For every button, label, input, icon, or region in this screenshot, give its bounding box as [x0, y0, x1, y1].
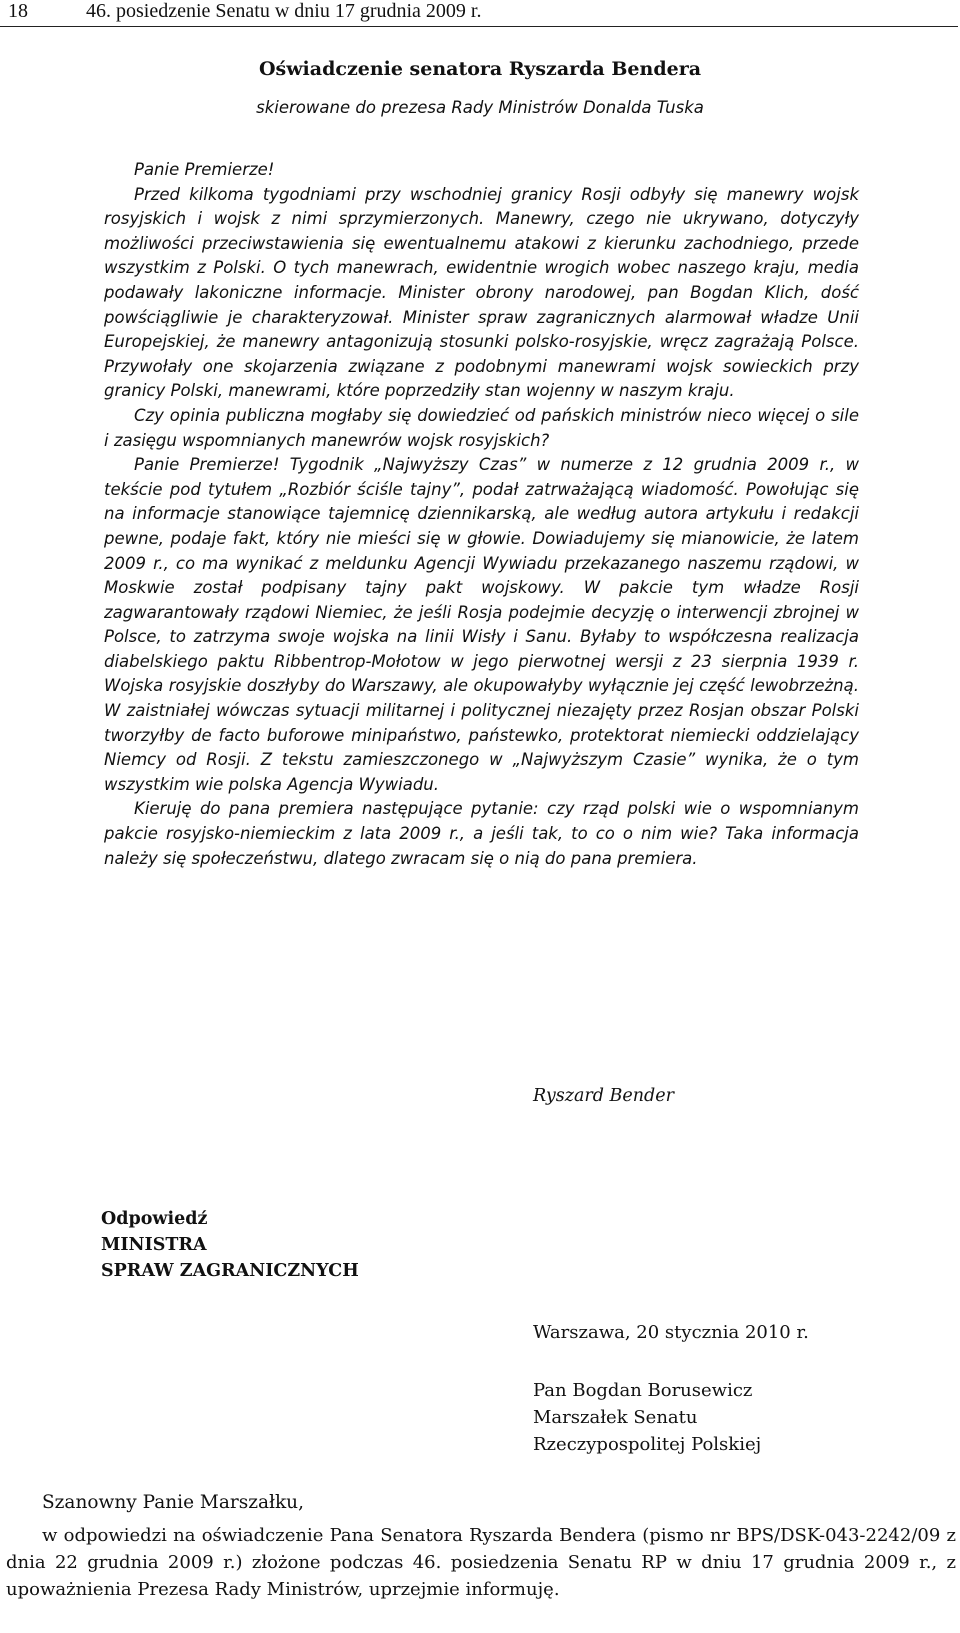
addressee-line: Pan Bogdan Borusewicz — [533, 1380, 753, 1401]
statement-subtitle: skierowane do prezesa Rady Ministrów Donalda Tuska — [256, 98, 704, 117]
running-title: 46. posiedzenie Senatu w dniu 17 grudnia 2009 r. — [86, 0, 482, 22]
reply-heading-line: Odpowiedź — [101, 1209, 208, 1229]
statement-body — [104, 158, 859, 871]
running-header — [0, 0, 958, 27]
reply-paragraph: w odpowiedzi na oświadczenie Pana Senatora Ryszarda Bendera (pismo nr BPS/DSK-043-2242/09 z dnia 22 grudnia 2009 r.) złożone podczas 46. posiedzenia Senatu RP w dniu 17 grudnia 2009 r., z upoważnienia Prezesa Rady Ministrów, uprzejmie informuję. — [6, 1525, 956, 1600]
statement-paragraph: Czy opinia publiczna mogłaby się dowiedzieć od pańskich ministrów nieco więcej o sile i zasięgu wspomnianych manewrów wojsk rosyjskich? — [104, 405, 859, 450]
statement-paragraph: Panie Premierze! Tygodnik „Najwyższy Czas” w numerze z 12 grudnia 2009 r., w tekście pod tytułem „Rozbiór ściśle tajny”, podał zatrważającą wiadomość. Powołując się na informacje stanowiące tajemnicę dziennikarską, ale według autora artykułu i redakcji pewne, podaje fakt, który nie mieści się w głowie. Dowiadujemy się mianowicie, że latem 2009 r., co ma wynikać z meldunku Agencji Wywiadu przekazanego naszemu rządowi, w Moskwie został podpisany tajny pakt wojskowy. W pakcie tym władze Rosji zagwarantowały rządowi Niemiec, że jeśli Rosja podejmie decyzję o interwencji zbrojnej w Polsce, to zatrzyma swoje wojska na linii Wisły i Sanu. Byłaby to współczesna realizacja diabelskiego paktu Ribbentrop-Mołotow w jego pierwotnej wersji z 23 sierpnia 1939 r. Wojska rosyjskie doszłyby do Warszawy, ale okupowałyby wyłącznie jej część lewobrzeżną. W zaistniałej wówczas sytuacji militarnej i politycznej niezajęty przez Rosjan obszar Polski tworzyłby de facto buforowe minipaństwo, państewko, protektorat niemiecki oddzielający Niemcy od Rosji. Z tekstu zamieszczonego w „Najwyższym Czasie” wynika, że o tym wszystkim wie polska Agencja Wywiadu. — [104, 455, 859, 794]
page-number: 18 — [8, 0, 28, 22]
reply-salutation: Szanowny Panie Marszałku, — [42, 1492, 304, 1513]
addressee-line: Marszałek Senatu — [533, 1407, 698, 1428]
reply-body — [6, 1522, 956, 1603]
addressee-line: Rzeczypospolitej Polskiej — [533, 1434, 762, 1455]
reply-date: Warszawa, 20 stycznia 2010 r. — [533, 1322, 809, 1343]
statement-paragraph: Kieruję do pana premiera następujące pytanie: czy rząd polski wie o wspomnianym pakcie rosyjsko-niemieckim z lata 2009 r., a jeśli tak, to co o nim wie? Taka informacja należy się społeczeństwu, dlatego zwracam się o nią do pana premiera. — [104, 799, 859, 868]
reply-heading-line: MINISTRA — [101, 1235, 207, 1255]
reply-heading-line: SPRAW ZAGRANICZNYCH — [101, 1261, 359, 1281]
statement-title: Oświadczenie senatora Ryszarda Bendera — [258, 58, 702, 80]
reply-addressee — [533, 1377, 761, 1458]
statement-signature: Ryszard Bender — [533, 1086, 674, 1106]
statement-paragraph: Przed kilkoma tygodniami przy wschodniej granicy Rosji odbyły się manewry wojsk rosyjskich i wojsk z nimi sprzymierzonych. Manewry, czego nie ukrywano, dotyczyły możliwości przeciwstawienia się ewentualnemu atakowi z kierunku zachodniego, przede wszystkim z Polski. O tych manewrach, ewidentnie wrogich wobec naszego kraju, media podawały lakoniczne informacje. Minister obrony narodowej, pan Bogdan Klich, dość powściągliwie je charakteryzował. Minister spraw zagranicznych alarmował władze Unii Europejskiej, że manewry antagonizują stosunki polsko-rosyjskie, wręcz zagrażają Polsce. Przywołały one skojarzenia związane z podobnymi manewrami wojsk sowieckich przy granicy Polski, manewrami, które poprzedziły stan wojenny w naszym kraju. — [104, 184, 859, 401]
reply-heading — [101, 1206, 359, 1284]
statement-paragraph: Panie Premierze! — [134, 160, 275, 179]
